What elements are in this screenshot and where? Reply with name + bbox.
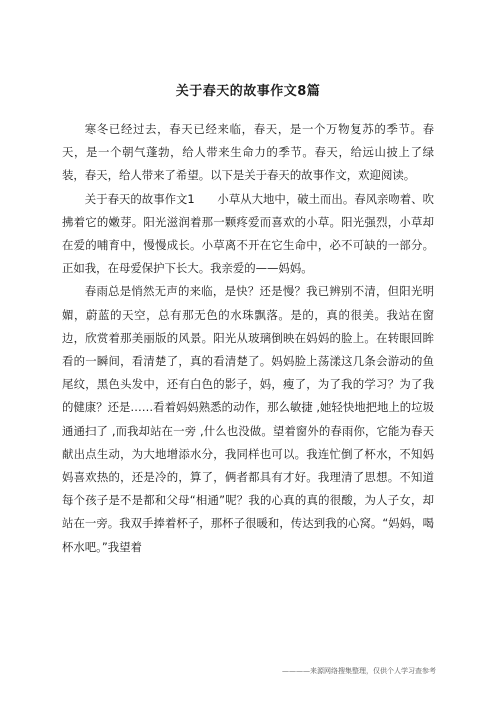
paragraph-spring-rain: 春雨总是悄然无声的来临，是快？还是慢？我已辨别不清，但阳光明媚，蔚蓝的天空，总有那无色的水珠飘落。是的，真的很美。我站在窗边，欣赏着那美丽版的风景。阳光从玻璃倒映在妈妈的脸上。在转眼回眸看的一瞬间，看清楚了，真的看清楚了。妈妈脸上荡漾这几条会游动的鱼尾纹，黑色头发中，还有白色的影子，妈，瘦了，为了我的学习？为了我的健康？还是……看着妈妈熟悉的动作，那么敏捷 ,她轻快地把地上的垃圾通通扫了 ,而我却站在一旁 ,什么也没做。望着窗外的春雨你，它能为春天献出点生动，为大地增添水分，我同样也可以。我连忙倒了杯水，不知妈妈喜欢热的，还是冷的，算了，俩者都具有才好。我理清了思想。不知道每个孩子是不是都和父母“相通”呢？我的心真的真的很酸，为人子女，却站在一旁。我双手捧着杯子，那杯子很暖和，传达到我的心窝。“妈妈，喝杯水吧。”我望着 bbox=[62, 284, 434, 554]
paragraph-intro: 寒冬已经过去，春天已经来临，春天，是一个万物复苏的季节。春天，是一个朝气蓬勃，给人带来生命力的季节。春天，给远山披上了绿装，春天，给人带来了希望。以下是关于春天的故事作文，欢迎阅读。 bbox=[62, 122, 434, 183]
paragraph-story-1: 关于春天的故事作文1 小草从大地中，破土而出。春风亲吻着、吹拂着它的嫩芽。阳光滋润着那一颗疼爱而喜欢的小草。阳光强烈，小草却在爱的哺育中，慢慢成长。小草离不开在它生命中，必不可缺的一部分。正如我，在母爱保护下长大。我亲爱的——妈妈。 bbox=[62, 191, 434, 276]
document-title: 关于春天的故事作文8篇 bbox=[175, 84, 321, 99]
document-body bbox=[62, 118, 434, 559]
footer-source-note: ————来源网络搜集整理，仅供个人学习查参考 bbox=[282, 667, 436, 675]
